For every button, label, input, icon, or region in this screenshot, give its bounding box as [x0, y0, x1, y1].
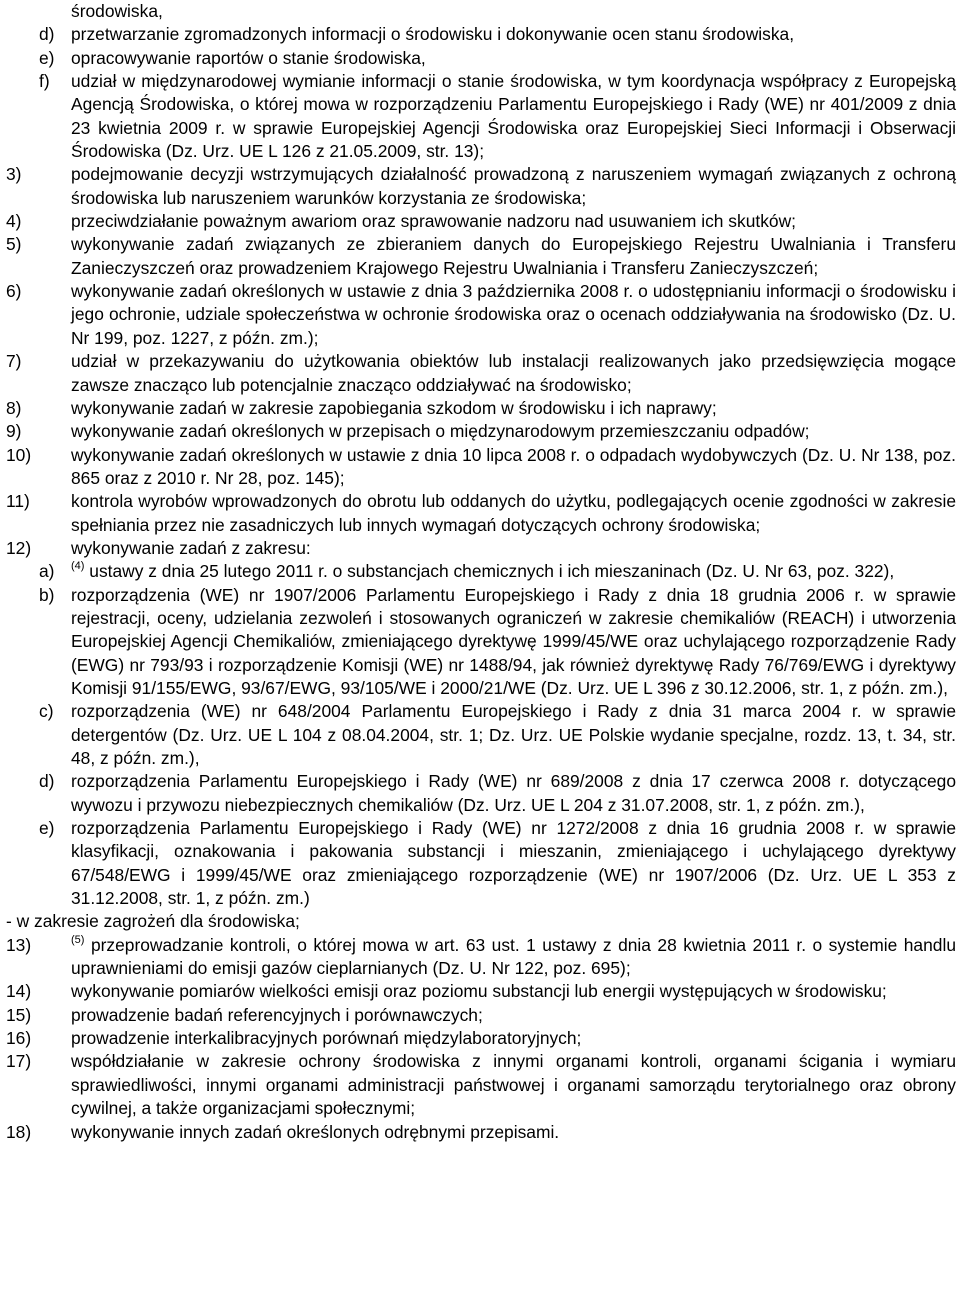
list-item [6, 350, 956, 397]
list-marker: 9) [6, 421, 22, 442]
text-paragraph [6, 910, 956, 933]
list-marker: 10) [6, 444, 32, 465]
item-text: rozporządzenia (WE) nr 648/2004 Parlamentu Europejskiego i Rady z dnia 31 marca 2004 r. w sprawie detergentów (Dz. Urz. UE L 104 z 08.04.2004, str. 1; Dz. Urz. UE Polskie wydanie specjalne, rozdz. 13, t. 34, str. 48, z późn. zm.), [71, 701, 956, 768]
item-text: przetwarzanie zgromadzonych informacji o środowisku i dokonywanie ocen stanu środowiska, [71, 24, 795, 45]
list-item [6, 397, 956, 420]
item-text: rozporządzenia Parlamentu Europejskiego i Rady (WE) nr 1272/2008 z dnia 16 grudnia 2008 r. w sprawie klasyfikacji, oznakowania i pakowania substancji i mieszanin, zmieniającego i uchylającego dyrektywy 67/548/EWG i 1999/45/WE oraz zmieniającego rozporządzenie (WE) nr 1907/2006 (Dz. Urz. UE L 353 z 31.12.2008, str. 1, z późn. zm.) [71, 818, 956, 909]
list-marker: 11) [6, 491, 30, 512]
list-item [6, 537, 956, 560]
list-item [6, 1121, 956, 1144]
list-item [6, 934, 956, 981]
sub-list-item [6, 47, 956, 70]
list-marker: 12) [6, 537, 32, 558]
item-text: wykonywanie zadań określonych w ustawie z dnia 3 października 2008 r. o udostępnianiu informacji o środowisku i jego ochronie, udziale społeczeństwa w ochronie środowiska oraz o ocenach oddziaływania na środowisko (Dz. U. Nr 199, poz. 1227, z późn. zm.); [71, 281, 956, 348]
item-text: wykonywanie zadań określonych w ustawie z dnia 10 lipca 2008 r. o odpadach wydobywczych (Dz. U. Nr 138, poz. 865 oraz z 2010 r. Nr 28, poz. 145); [71, 444, 956, 488]
item-text: współdziałanie w zakresie ochrony środowiska z innymi organami kontroli, organami ścigania i wymiaru sprawiedliwości, innymi organami administracji państwowej i organami samorządu terytorialnego oraz obrony cywilnej, a także organizacjami społecznymi; [71, 1051, 956, 1119]
list-marker: b) [39, 584, 55, 605]
item-text: udział w przekazywaniu do użytkowania obiektów lub instalacji realizowanych jako przedsięwzięcia mogące zawsze znacząco lub potencjalnie znacząco oddziaływać na środowisko; [71, 351, 956, 395]
item-text: wykonywanie zadań z zakresu: [71, 537, 311, 558]
sub-list-item [6, 560, 956, 583]
sub-list-item [6, 70, 956, 163]
item-text: rozporządzenia (WE) nr 1907/2006 Parlamentu Europejskiego i Rady z dnia 18 grudnia 2006 r. w sprawie rejestracji, oceny, udzielania zezwoleń i stosowanych ograniczeń w zakresie chemikaliów (REACH) i utworzenia Europejskiej Agencji Chemikaliów, zmieniającego dyrektywę 1999/45/WE oraz uchylającego rozporządzenie Rady (EWG) nr 793/93 i rozporządzenie Komisji (WE) nr 1488/94, jak również dyrektywę Rady 76/769/EWG i dyrektywy Komisji 91/155/EWG, 93/67/EWG, 93/105/WE i 2000/21/WE (Dz. Urz. UE L 396 z 30.12.2006, str. 1, z późn. zm.), [71, 584, 956, 698]
item-text: prowadzenie interkalibracyjnych porównań międzylaboratoryjnych; [71, 1028, 582, 1049]
list-marker: c) [39, 701, 54, 722]
list-marker: 4) [6, 211, 22, 232]
item-text: kontrola wyrobów wprowadzonych do obrotu lub oddanych do użytku, podlegających ocenie zgodności w zakresie spełniania przez nie zasadniczych lub innych wymagań dotyczących ochrony środowiska; [71, 491, 956, 535]
list-marker: 5) [6, 234, 22, 255]
sub-list-item [6, 770, 956, 817]
list-marker: d) [39, 771, 55, 792]
item-text: przeprowadzanie kontroli, o której mowa w art. 63 ust. 1 ustawy z dnia 28 kwietnia 2011 r. o systemie handlu uprawnieniami do emisji gazów cieplarnianych (Dz. U. Nr 122, poz. 695); [71, 934, 956, 979]
item-text: wykonywanie innych zadań określonych odrębnymi przepisami. [71, 1121, 560, 1142]
item-text: środowiska, [71, 1, 163, 21]
footnote-ref: (5) [71, 933, 85, 946]
list-marker: 18) [6, 1121, 32, 1142]
item-text: ustawy z dnia 25 lutego 2011 r. o substancjach chemicznych i ich mieszaninach (Dz. U. Nr 63, poz. 322), [89, 561, 895, 582]
list-item [6, 1050, 956, 1120]
list-marker: f) [39, 71, 50, 92]
list-marker: e) [39, 818, 55, 839]
list-marker: 13) [6, 934, 32, 955]
list-marker: 7) [6, 351, 22, 372]
list-item [6, 280, 956, 350]
list-item [6, 1027, 956, 1050]
list-marker: 17) [6, 1051, 32, 1072]
footnote-ref: (4) [71, 560, 85, 573]
list-marker: 16) [6, 1028, 32, 1049]
item-text: wykonywanie zadań określonych w przepisach o międzynarodowym przemieszczaniu odpadów; [71, 421, 810, 442]
list-item [6, 444, 956, 491]
list-marker: a) [39, 561, 55, 582]
list-item [6, 163, 956, 210]
list-item [6, 1004, 956, 1027]
list-item [6, 210, 956, 233]
list-item [6, 233, 956, 280]
item-text: rozporządzenia Parlamentu Europejskiego i Rady (WE) nr 689/2008 z dnia 17 czerwca 2008 r. dotyczącego wywozu i przywozu niebezpiecznych chemikaliów (Dz. Urz. UE L 204 z 31.07.2008, str. 1, z późn. zm.), [71, 771, 956, 815]
list-marker: 8) [6, 397, 22, 418]
list-marker: 14) [6, 981, 32, 1002]
text-paragraph [6, 0, 956, 23]
list-item [6, 420, 956, 443]
item-text: podejmowanie decyzji wstrzymujących działalność prowadzoną z naruszeniem wymagań związanych z ochroną środowiska lub naruszeniem warunków korzystania ze środowiska; [71, 164, 956, 208]
item-text: - w zakresie zagrożeń dla środowiska; [6, 911, 300, 932]
list-marker: 3) [6, 164, 22, 185]
item-text: wykonywanie zadań w zakresie zapobiegania szkodom w środowisku i ich naprawy; [71, 397, 717, 418]
item-text: opracowywanie raportów o stanie środowiska, [71, 47, 426, 68]
list-marker: d) [39, 24, 55, 45]
item-text: wykonywanie pomiarów wielkości emisji oraz poziomu substancji lub energii występujących w środowisku; [71, 981, 887, 1002]
sub-list-item [6, 584, 956, 701]
sub-list-item [6, 23, 956, 46]
list-marker: e) [39, 47, 55, 68]
sub-list-item [6, 700, 956, 770]
list-marker: 15) [6, 1004, 32, 1025]
item-text: przeciwdziałanie poważnym awariom oraz sprawowanie nadzoru nad usuwaniem ich skutków; [71, 211, 796, 232]
list-item [6, 980, 956, 1003]
sub-list-item [6, 817, 956, 910]
item-text: prowadzenie badań referencyjnych i porównawczych; [71, 1004, 483, 1025]
item-text: udział w międzynarodowej wymianie informacji o stanie środowiska, w tym koordynacja współpracy z Europejską Agencją Środowiska, o której mowa w rozporządzeniu Parlamentu Europejskiego i Rady (WE) nr 401/2009 z dnia 23 kwietnia 2009 r. w sprawie Europejskiej Agencji Środowiska oraz Europejskiej Sieci Informacji i Obserwacji Środowiska (Dz. Urz. UE L 126 z 21.05.2009, str. 13); [71, 71, 956, 162]
item-text: wykonywanie zadań związanych ze zbieraniem danych do Europejskiego Rejestru Uwalniania i Transferu Zanieczyszczeń oraz prowadzeniem Krajowego Rejestru Uwalniania i Transferu Zanieczyszczeń; [71, 234, 956, 278]
list-marker: 6) [6, 281, 22, 302]
list-item [6, 490, 956, 537]
